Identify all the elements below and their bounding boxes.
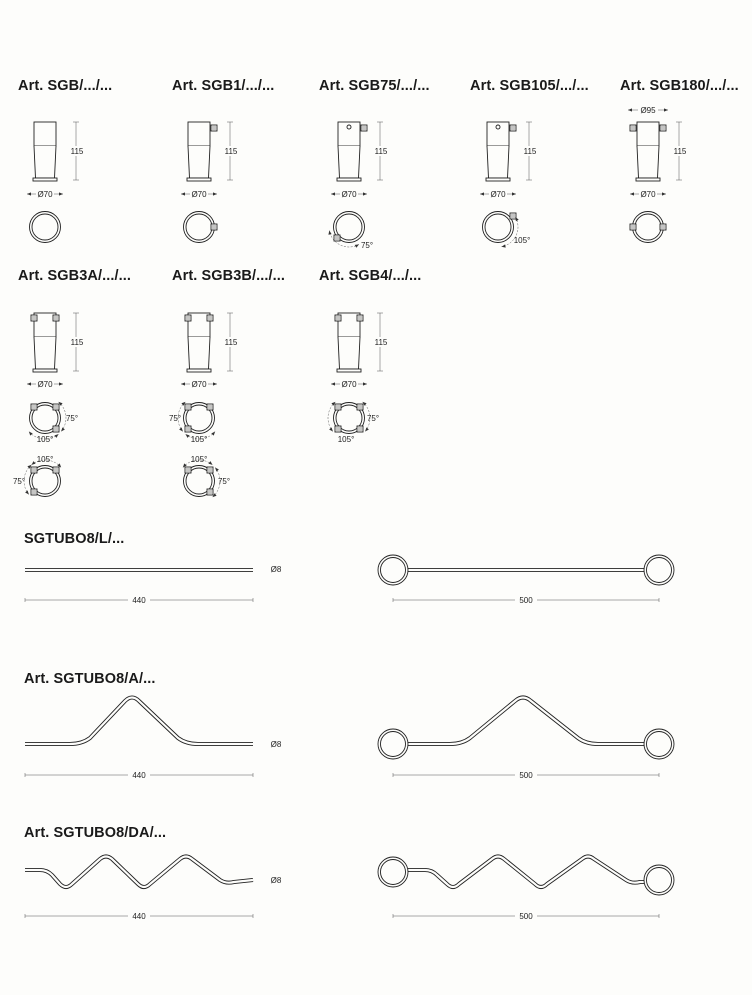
height-label: 115 <box>374 147 388 156</box>
arrow-head <box>363 382 367 385</box>
connector <box>335 426 341 432</box>
connector-body <box>510 213 516 219</box>
connector-body <box>207 467 213 473</box>
connector-body <box>357 404 363 410</box>
connector <box>357 315 363 321</box>
ring-inner <box>635 214 661 240</box>
connector <box>185 315 191 321</box>
diameter-label: Ø70 <box>191 380 207 389</box>
connector <box>660 125 666 131</box>
connector-body <box>185 426 191 432</box>
diameter-label: Ø70 <box>490 190 506 199</box>
length-label: 500 <box>519 771 533 780</box>
base-foot <box>33 369 57 372</box>
diameter-180-label: Ø95 <box>640 106 656 115</box>
tube-arch-inner <box>25 698 253 745</box>
connector-body <box>185 467 191 473</box>
title-sgb75: Art. SGB75/.../... <box>319 78 430 94</box>
height-label: 115 <box>224 338 238 347</box>
title-sgtubo8-l: SGTUBO8/L/... <box>24 531 125 547</box>
connector-body <box>53 467 59 473</box>
connector-body <box>53 426 59 432</box>
connector-body <box>31 467 37 473</box>
connector <box>185 404 191 410</box>
connector <box>185 467 191 473</box>
connector <box>207 315 213 321</box>
title-sgb3b: Art. SGB3B/.../... <box>172 268 285 284</box>
connector-body <box>31 404 37 410</box>
base-body <box>34 337 56 369</box>
base-side-view <box>486 122 510 181</box>
base-top-view <box>483 212 514 243</box>
arrow-head <box>213 382 217 385</box>
diameter-label: Ø70 <box>341 380 357 389</box>
angle-arrow <box>515 217 518 221</box>
ring-inner <box>32 214 58 240</box>
connector-body <box>630 224 636 230</box>
connector <box>357 404 363 410</box>
base-top-view <box>644 555 674 585</box>
base-top-view <box>30 212 61 243</box>
angle-arrow <box>25 490 29 494</box>
arrow-head <box>331 192 335 195</box>
base-foot <box>337 178 361 181</box>
angle-label: 75° <box>366 414 380 423</box>
arrow-head <box>664 108 668 111</box>
connector <box>53 426 59 432</box>
base-top-view <box>378 857 408 887</box>
ring-outer <box>378 555 408 585</box>
connector <box>53 315 59 321</box>
angle-arrow <box>29 431 33 435</box>
base-side-view <box>187 313 211 372</box>
diameter-label: Ø70 <box>37 190 53 199</box>
ring-outer <box>378 729 408 759</box>
base-side-view <box>187 122 211 181</box>
connector <box>361 125 367 131</box>
title-sgb: Art. SGB/.../... <box>18 78 113 94</box>
height-label: 115 <box>673 147 687 156</box>
title-sgb1: Art. SGB1/.../... <box>172 78 275 94</box>
ring-outer <box>378 857 408 887</box>
length-label: 440 <box>132 771 146 780</box>
angle-label: 105° <box>36 435 54 444</box>
diameter-label: Ø70 <box>341 190 357 199</box>
connector <box>31 315 37 321</box>
connector-body <box>53 404 59 410</box>
angle-arrow <box>215 468 219 472</box>
arrow-head <box>628 108 632 111</box>
base-foot <box>337 369 361 372</box>
base-top-view <box>633 212 664 243</box>
angle-label: 75° <box>168 414 182 423</box>
angle-label: 75° <box>12 477 26 486</box>
cable-hole <box>347 125 351 129</box>
arrow-head <box>363 192 367 195</box>
tube-double-arch-mounted <box>408 857 644 888</box>
angle-arc <box>24 465 32 495</box>
angle-label: 105° <box>513 236 531 245</box>
ring-outer <box>633 212 664 243</box>
tube-diameter-label: Ø8 <box>270 565 282 574</box>
arrow-head <box>59 382 63 385</box>
connector <box>335 404 341 410</box>
ring-outer <box>644 865 674 895</box>
base-foot <box>33 178 57 181</box>
base-top-view <box>644 865 674 895</box>
connector <box>211 125 217 131</box>
connector-body <box>207 404 213 410</box>
connector-body <box>357 426 363 432</box>
base-foot <box>187 369 211 372</box>
base-side-view <box>337 313 361 372</box>
title-sgtubo8-a: Art. SGTUBO8/A/... <box>24 671 156 687</box>
height-label: 115 <box>523 147 537 156</box>
diameter-label: Ø70 <box>640 190 656 199</box>
height-label: 115 <box>224 147 238 156</box>
angle-arrow <box>186 434 190 438</box>
arrow-head <box>331 382 335 385</box>
angle-label: 75° <box>360 241 374 250</box>
connector-body <box>335 404 341 410</box>
base-top-view <box>378 555 408 585</box>
connector <box>185 426 191 432</box>
arrow-head <box>181 382 185 385</box>
arrow-head <box>480 192 484 195</box>
diameter-label: Ø70 <box>191 190 207 199</box>
angle-arrow <box>328 230 331 234</box>
angle-label: 75° <box>65 414 79 423</box>
base-top-view <box>644 729 674 759</box>
base-foot <box>187 178 211 181</box>
base-body <box>188 146 210 178</box>
tube-arch-mounted <box>408 698 644 745</box>
connector-body <box>211 224 217 230</box>
arrow-head <box>59 192 63 195</box>
angle-arrow <box>355 244 359 247</box>
length-label: 440 <box>132 912 146 921</box>
arrow-head <box>662 192 666 195</box>
ring-inner <box>485 214 511 240</box>
base-body <box>188 337 210 369</box>
length-label: 500 <box>519 596 533 605</box>
ring-outer <box>644 729 674 759</box>
connector-body <box>207 489 213 495</box>
base-collar <box>188 122 210 146</box>
title-sgb105: Art. SGB105/.../... <box>470 78 589 94</box>
angle-arrow <box>208 461 212 465</box>
connector <box>630 125 636 131</box>
arrow-head <box>512 192 516 195</box>
height-label: 115 <box>374 338 388 347</box>
connector-body <box>185 315 191 321</box>
connector <box>510 125 516 131</box>
connector <box>630 224 636 230</box>
tube-arch-mounted-inner <box>408 698 644 745</box>
angle-arrow <box>32 461 36 465</box>
base-body <box>637 146 659 178</box>
connector-body <box>207 315 213 321</box>
angle-label: 105° <box>36 455 54 464</box>
tube-arch <box>25 698 253 745</box>
connector-body <box>335 426 341 432</box>
angle-label: 105° <box>337 435 355 444</box>
base-collar <box>637 122 659 146</box>
angle-arrow <box>61 427 65 431</box>
base-foot <box>636 178 660 181</box>
base-top-view <box>378 729 408 759</box>
base-body <box>338 146 360 178</box>
height-label: 115 <box>70 147 84 156</box>
arrow-head <box>27 382 31 385</box>
angle-arrow <box>329 427 333 431</box>
angle-label: 105° <box>190 455 208 464</box>
length-label: 500 <box>519 912 533 921</box>
base-side-view <box>33 313 57 372</box>
connector-body <box>357 315 363 321</box>
title-sgb3a: Art. SGB3A/.../... <box>18 268 131 284</box>
connector <box>31 467 37 473</box>
arrow-head <box>181 192 185 195</box>
ring-outer <box>483 212 514 243</box>
base-body <box>34 146 56 178</box>
connector <box>207 489 213 495</box>
connector <box>357 426 363 432</box>
angle-arc <box>58 402 66 432</box>
connector <box>211 224 217 230</box>
arrow-head <box>27 192 31 195</box>
title-sgtubo8-da: Art. SGTUBO8/DA/... <box>24 825 167 841</box>
angle-arrow <box>54 434 58 438</box>
arrow-head <box>630 192 634 195</box>
connector-body <box>630 125 636 131</box>
ring-outer <box>644 555 674 585</box>
connector-body <box>53 315 59 321</box>
connector-body <box>31 489 37 495</box>
connector <box>510 213 516 219</box>
connector-body <box>361 125 367 131</box>
angle-arc <box>328 402 336 432</box>
connector-body <box>660 125 666 131</box>
angle-label: 75° <box>217 477 231 486</box>
base-body <box>338 337 360 369</box>
connector <box>53 404 59 410</box>
length-label: 440 <box>132 596 146 605</box>
connector <box>31 489 37 495</box>
connector <box>334 235 340 241</box>
connector-body <box>211 125 217 131</box>
diameter-label: Ø70 <box>37 380 53 389</box>
connector-body <box>334 235 340 241</box>
connector <box>53 467 59 473</box>
connector-body <box>335 315 341 321</box>
ring-outer <box>30 212 61 243</box>
tube-diameter-label: Ø8 <box>270 876 282 885</box>
angle-arrow <box>211 431 215 435</box>
connector <box>31 404 37 410</box>
title-sgb4: Art. SGB4/.../... <box>319 268 422 284</box>
base-side-view <box>33 122 57 181</box>
base-side-view <box>636 122 660 181</box>
connector <box>660 224 666 230</box>
connector <box>335 315 341 321</box>
base-body <box>487 146 509 178</box>
arrow-head <box>213 192 217 195</box>
base-top-view <box>184 212 215 243</box>
base-side-view <box>337 122 361 181</box>
angle-arrow <box>501 244 505 247</box>
connector-body <box>185 404 191 410</box>
connector <box>207 467 213 473</box>
cable-hole <box>496 125 500 129</box>
tube-diameter-label: Ø8 <box>270 740 282 749</box>
connector-body <box>660 224 666 230</box>
connector-body <box>510 125 516 131</box>
angle-arrow <box>365 427 369 431</box>
ring-inner <box>186 214 212 240</box>
angle-arrow <box>179 427 183 431</box>
base-foot <box>486 178 510 181</box>
ring-outer <box>184 212 215 243</box>
connector <box>207 404 213 410</box>
height-label: 115 <box>70 338 84 347</box>
title-sgb180: Art. SGB180/.../... <box>620 78 739 94</box>
connector-body <box>31 315 37 321</box>
base-collar <box>34 122 56 146</box>
angle-label: 105° <box>190 435 208 444</box>
